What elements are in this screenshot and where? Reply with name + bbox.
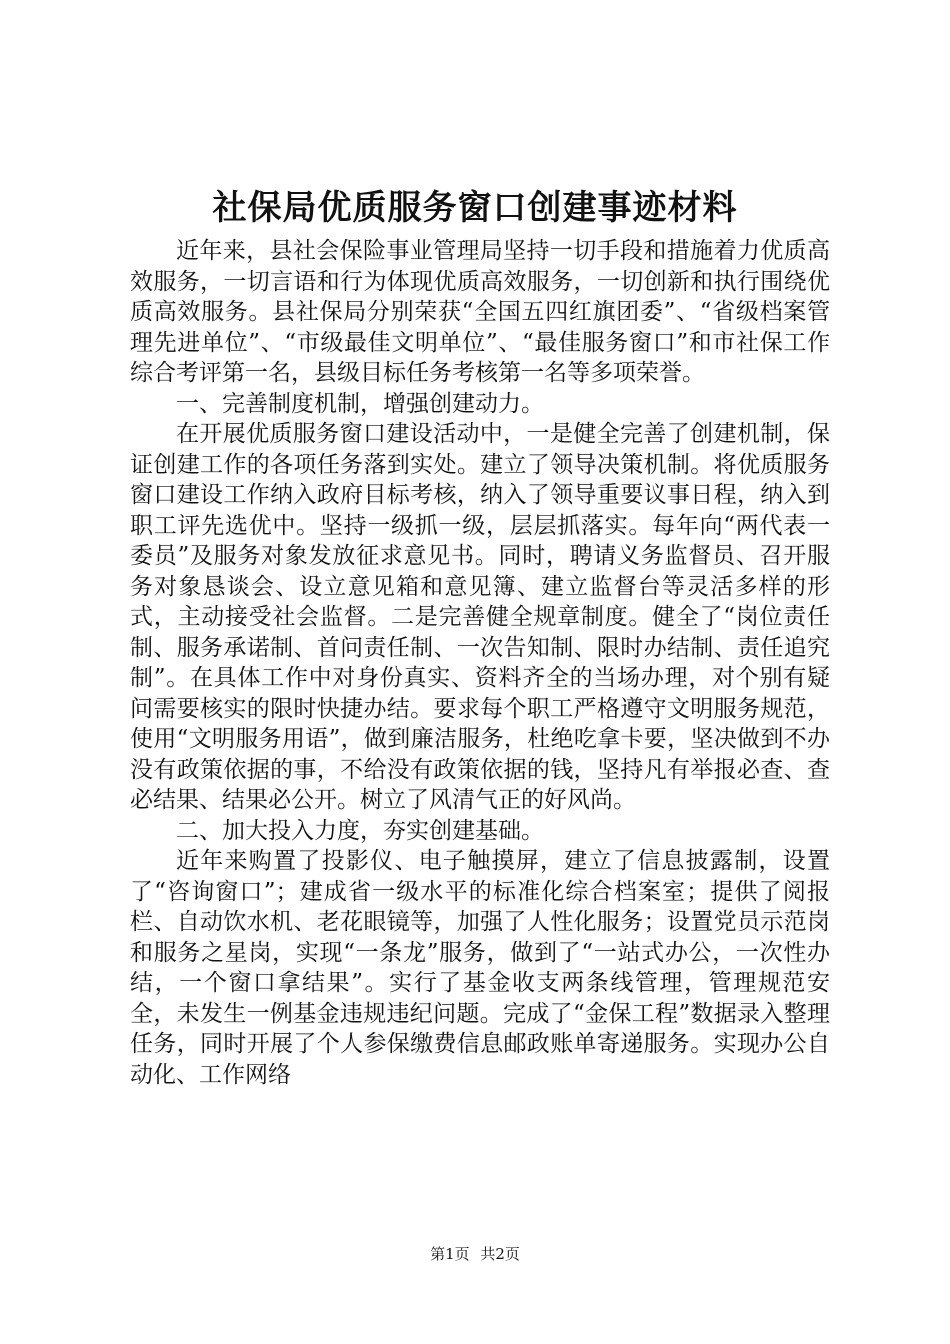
page-footer	[0, 1244, 950, 1264]
intro-paragraph: 近年来，县社会保险事业管理局坚持一切手段和措施着力优质高效服务，一切言语和行为体现优质高效服务，一切创新和执行围绕优质高效服务。县社保局分别荣获“全国五四红旗团委”、“省级档案管理先进单位”、“市级最佳文明单位”、“最佳服务窗口”和市社保工作综合考评第一名，县级目标任务考核第一名等多项荣誉。	[130, 238, 830, 386]
page-total: 共2页	[480, 1245, 520, 1263]
page-number: 第1页	[430, 1245, 470, 1263]
section-heading-2: 二、加大投入力度，夯实创建基础。	[176, 817, 544, 844]
section-1-paragraph: 在开展优质服务窗口建设活动中，一是健全完善了创建机制，保证创建工作的各项任务落到实处。建立了领导决策机制。将优质服务窗口建设工作纳入政府目标考核，纳入了领导重要议事日程，纳入到职工评先选优中。坚持一级抓一级，层层抓落实。每年向“两代表一委员”及服务对象发放征求意见书。同时，聘请义务监督员、召开服务对象恳谈会、设立意见箱和意见簿、建立监督台等灵活多样的形式，主动接受社会监督。二是完善健全规章制度。健全了“岗位责任制、服务承诺制、首问责任制、一次告知制、限时办结制、责任追究制”。在具体工作中对身份真实、资料齐全的当场办理，对个别有疑问需要核实的限时快捷办结。要求每个职工严格遵守文明服务规范，使用“文明服务用语”，做到廉洁服务，杜绝吃拿卡要，坚决做到不办没有政策依据的事，不给没有政策依据的钱，坚持凡有举报必查、查必结果、结果必公开。树立了风清气正的好风尚。	[130, 421, 830, 813]
section-heading-1: 一、完善制度机制，增强创建动力。	[176, 390, 544, 417]
section-2-paragraph: 近年来购置了投影仪、电子触摸屏，建立了信息披露制，设置了“咨询窗口”；建成省一级水平的标准化综合档案室；提供了阅报栏、自动饮水机、老花眼镜等，加强了人性化服务；设置党员示范岗和服务之星岗，实现“一条龙”服务，做到了“一站式办公，一次性办结，一个窗口拿结果”。实行了基金收支两条线管理，管理规范安全，未发生一例基金违规违纪问题。完成了“金保工程”数据录入整理任务，同时开展了个人参保缴费信息邮政账单寄递服务。实现办公自动化、工作网络	[130, 848, 830, 1088]
document-title: 社保局优质服务窗口创建事迹材料	[212, 188, 738, 228]
document-body	[130, 236, 830, 1090]
